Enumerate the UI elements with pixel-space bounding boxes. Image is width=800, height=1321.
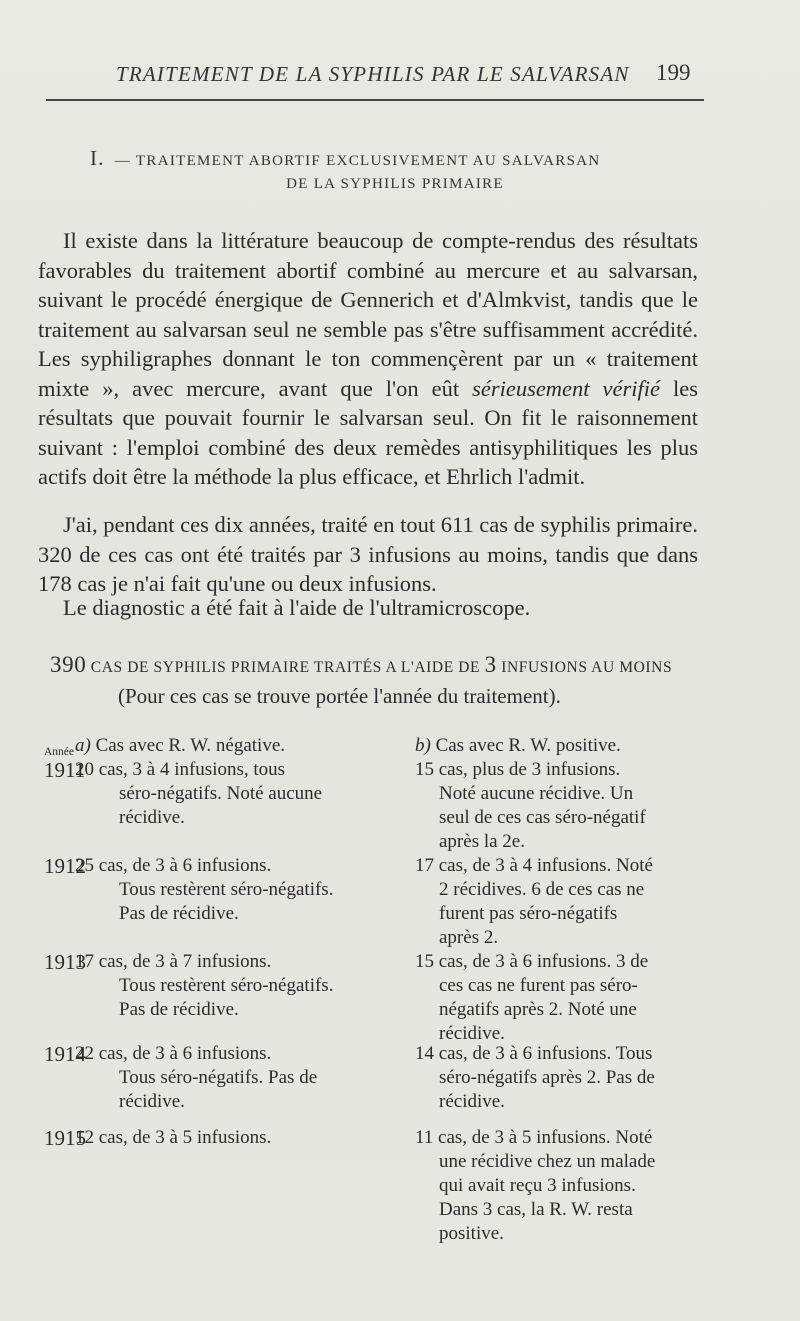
table-cell-negative — [75, 854, 365, 926]
header-rule — [46, 99, 704, 101]
paragraph-2: J'ai, pendant ces dix années, traité en tout 611 cas de syphilis primaire. 320 de ces cas ont été traités par 3 infusions au moins, tandis que dans 178 cas je n'ai fait qu'une ou deux infusions. — [38, 512, 698, 596]
table-row-year: 1914 — [44, 1042, 86, 1066]
cell-text-continued: une récidive chez un malade — [439, 1151, 656, 1172]
table-row-year: 1911 — [44, 758, 86, 782]
table-cell-positive — [415, 1042, 705, 1114]
table-caption-subtitle: (Pour ces cas se trouve portée l'année du traitement). — [118, 684, 561, 708]
cell-text-continued: récidive. — [439, 1091, 505, 1112]
paragraph-1-text-a: Il existe dans la littérature beaucoup de compte-rendus des résultats favorables du traitement abortif combiné au mercure et au salvarsan, suivant le procédé énergique de Gennerich et d'Almkvist, tandis que le traitement au salvarsan seul ne semble pas s'être suffisamment accrédité. Les syphiligraphes donnant le ton commençèrent par un « traitement mixte », avec mercure, avant que l'on eût — [38, 228, 698, 401]
caption-count-infusions: 3 — [484, 652, 497, 677]
table-cell-positive — [415, 758, 705, 854]
table-row-year: 1915 — [44, 1126, 86, 1150]
section-title-line1: — TRAITEMENT ABORTIF EXCLUSIVEMENT AU SALVARSAN — [114, 153, 601, 169]
column-a-title: Cas avec R. W. négative. — [95, 735, 286, 756]
results-table — [0, 730, 800, 1260]
cell-text-continued: Tous restèrent séro-négatifs. — [119, 879, 334, 900]
section-numeral: I. — [90, 146, 105, 170]
cell-text: 15 cas, de 3 à 6 infusions. 3 de — [415, 951, 649, 972]
cell-text: 11 cas, de 3 à 5 infusions. Noté — [415, 1127, 653, 1148]
column-a-header — [75, 734, 365, 758]
cell-text-continued: seul de ces cas séro-négatif — [439, 807, 646, 828]
page-number: 199 — [656, 60, 691, 85]
cell-text-continued: après 2. — [439, 927, 499, 948]
cell-text-continued: 2 récidives. 6 de ces cas ne — [439, 879, 645, 900]
cell-text-continued: récidive. — [119, 1091, 185, 1112]
paragraph-1-text-b: les résultats que pouvait fournir le salvarsan seul. On fit le raisonnement suivant : l'emploi combiné des deux remèdes antisyphilitiques les plus actifs doit être la méthode la plus efficace, et Ehrlich l'admit. — [38, 375, 699, 489]
cell-text: 17 cas, de 3 à 7 infusions. — [75, 951, 272, 972]
caption-text-2: INFUSIONS AU MOINS — [501, 659, 673, 676]
table-cell-negative — [75, 1042, 365, 1114]
cell-text-continued: Pas de récidive. — [119, 999, 239, 1020]
section-heading-line1 — [90, 146, 601, 171]
cell-text-continued: positive. — [439, 1223, 504, 1244]
table-cell-positive — [415, 950, 705, 1046]
paragraph-3: Le diagnostic a été fait à l'aide de l'ultramicroscope. — [63, 595, 531, 620]
table-caption-title — [50, 652, 672, 678]
cell-text-continued: séro-négatifs après 2. Pas de — [439, 1067, 655, 1088]
cell-text-continued: furent pas séro-négatifs — [439, 903, 618, 924]
cell-text-continued: Pas de récidive. — [119, 903, 239, 924]
cell-text-continued: ces cas ne furent pas séro- — [439, 975, 638, 996]
cell-text-continued: Tous restèrent séro-négatifs. — [119, 975, 334, 996]
table-row-year: 1912 — [44, 854, 86, 878]
caption-text: CAS DE SYPHILIS PRIMAIRE TRAITÉS A L'AIDE DE — [90, 659, 481, 676]
cell-text-continued: récidive. — [119, 807, 185, 828]
cell-text-continued: récidive. — [439, 1023, 505, 1044]
table-cell-negative — [75, 950, 365, 1022]
cell-text-continued: après la 2e. — [439, 831, 525, 852]
column-b-header — [415, 734, 705, 758]
year-column-header: Année — [44, 746, 75, 758]
cell-text-continued: Noté aucune récidive. Un — [439, 783, 634, 804]
paragraph-1-emphasis: sérieusement vérifié — [472, 375, 661, 401]
section-title-line2: DE LA SYPHILIS PRIMAIRE — [286, 176, 504, 192]
paragraph-1 — [38, 226, 698, 492]
column-b-marker: b) — [415, 735, 431, 756]
cell-text: 20 cas, 3 à 4 infusions, tous — [75, 759, 286, 780]
column-b-title: Cas avec R. W. positive. — [435, 735, 621, 756]
table-cell-positive — [415, 1126, 705, 1246]
table-cell-negative — [75, 1126, 365, 1150]
cell-text-continued: Tous séro-négatifs. Pas de — [119, 1067, 318, 1088]
table-cell-negative — [75, 758, 365, 830]
cell-text: 22 cas, de 3 à 6 infusions. — [75, 1043, 272, 1064]
cell-text-continued: négatifs après 2. Noté une — [439, 999, 637, 1020]
caption-count: 390 — [50, 652, 87, 677]
cell-text: 25 cas, de 3 à 6 infusions. — [75, 855, 272, 876]
cell-text: 15 cas, plus de 3 infusions. — [415, 759, 621, 780]
cell-text-continued: Dans 3 cas, la R. W. resta — [439, 1199, 633, 1220]
running-header — [0, 58, 800, 94]
cell-text-continued: qui avait reçu 3 infusions. — [439, 1175, 636, 1196]
cell-text: 14 cas, de 3 à 6 infusions. Tous — [415, 1043, 653, 1064]
table-row-year: 1913 — [44, 950, 86, 974]
table-cell-positive — [415, 854, 705, 950]
running-title: TRAITEMENT DE LA SYPHILIS PAR LE SALVARSAN — [116, 62, 630, 86]
cell-text: 17 cas, de 3 à 4 infusions. Noté — [415, 855, 653, 876]
cell-text: 12 cas, de 3 à 5 infusions. — [75, 1127, 272, 1148]
cell-text-continued: séro-négatifs. Noté aucune — [119, 783, 323, 804]
column-a-marker: a) — [75, 735, 91, 756]
